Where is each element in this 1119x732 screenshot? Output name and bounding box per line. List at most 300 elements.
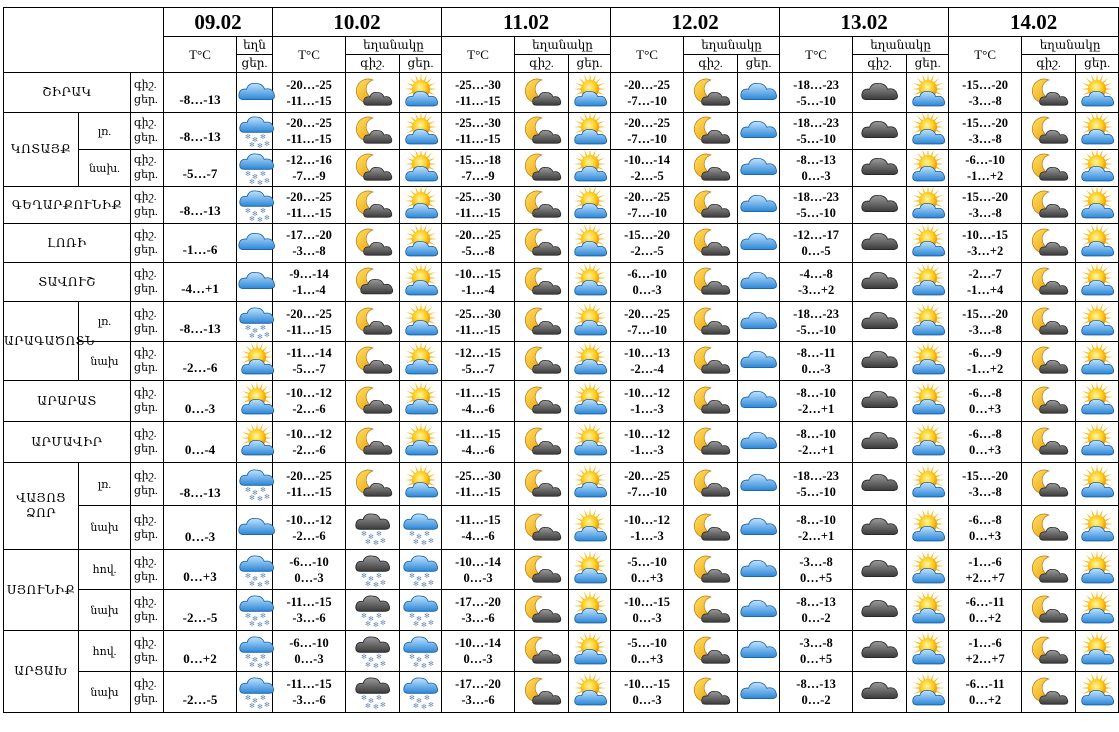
svg-text:✻: ✻	[415, 697, 422, 705]
region-row	[4, 463, 1119, 506]
moon-cloud-icon	[684, 422, 738, 463]
svg-text:✻: ✻	[423, 694, 430, 702]
cloud-blue-icon	[738, 422, 780, 463]
snow-icon	[237, 550, 273, 590]
svg-text:✻: ✻	[367, 656, 374, 664]
svg-text:✻: ✻	[375, 529, 382, 538]
svg-text:✻: ✻	[427, 619, 434, 627]
date-header: 12.02	[611, 8, 780, 37]
sun-cloud-icon	[1076, 150, 1119, 187]
weather-header: եղանակը	[1022, 37, 1119, 55]
moon-cloud-icon	[1022, 150, 1076, 187]
svg-text:✻: ✻	[245, 207, 251, 215]
temp-cell: -10…-15 0…-3	[611, 590, 684, 631]
temp-cell: -10…-13 -2…-4	[611, 342, 684, 381]
subregion-label: լռ.	[79, 463, 131, 506]
temp-cell: -8…-13	[164, 113, 237, 150]
subregion-label: նախ	[79, 506, 131, 550]
sun-cloud-icon	[907, 590, 949, 631]
temp-cell: -8…-13	[164, 187, 237, 224]
moon-cloud-icon	[515, 590, 569, 631]
svg-text:✻: ✻	[423, 529, 430, 538]
region-row	[4, 224, 1119, 263]
sun-cloud-icon	[907, 263, 949, 302]
svg-text:✻: ✻	[412, 702, 419, 710]
temp-cell: -10…-12 -1…-3	[611, 506, 684, 550]
cloud-blue-icon	[738, 506, 780, 550]
cloud-dark-icon	[853, 73, 907, 113]
svg-text:✻: ✻	[372, 538, 379, 547]
svg-text:✻: ✻	[260, 571, 266, 580]
subregion-label: լռ.	[79, 302, 131, 342]
sun-cloud-icon	[907, 187, 949, 224]
region-name: ԳԵՂԱՐՔՈՒՆԻՔ	[4, 187, 131, 224]
sun-cloud-icon	[569, 342, 611, 381]
svg-text:✻: ✻	[257, 142, 263, 150]
svg-text:✻: ✻	[252, 615, 258, 623]
region-row	[4, 422, 1119, 463]
temp-cell: -20…-25 -11…-15	[273, 113, 346, 150]
svg-text:✻: ✻	[364, 537, 371, 546]
temp-cell: -8…-13	[164, 73, 237, 113]
svg-text:✻: ✻	[372, 662, 379, 670]
sun-cloud-icon	[1076, 342, 1119, 381]
svg-text:✻: ✻	[367, 615, 374, 623]
svg-text:✻: ✻	[264, 493, 270, 501]
snow-icon	[237, 150, 273, 187]
cloud-dark-icon	[853, 590, 907, 631]
cloud-blue-icon	[738, 263, 780, 302]
sun-cloud-icon	[1076, 73, 1119, 113]
svg-text:✻: ✻	[427, 578, 434, 587]
temp-cell: -8…-13 0…-2	[780, 590, 853, 631]
subregion-label: նախ.	[79, 150, 131, 187]
snow-icon	[237, 590, 273, 631]
moon-cloud-icon	[684, 342, 738, 381]
temp-cell: -1…-6 +2…+7	[949, 631, 1022, 672]
cloud-blue-icon	[738, 224, 780, 263]
sun-cloud-icon	[569, 631, 611, 672]
moon-cloud-icon	[1022, 187, 1076, 224]
forecast-table	[3, 7, 1119, 713]
temp-cell: -10…-15 -3…+2	[949, 224, 1022, 263]
svg-text:✻: ✻	[257, 662, 263, 670]
subregion-label: նախ	[79, 590, 131, 631]
svg-text:✻: ✻	[257, 179, 263, 187]
temp-cell: -10…-12 -1…-3	[611, 381, 684, 422]
sun-cloud-icon	[907, 550, 949, 590]
cloud-blue-icon	[738, 672, 780, 713]
svg-text:✻: ✻	[364, 620, 371, 628]
temp-cell: -12…-15 -5…-7	[442, 342, 515, 381]
svg-text:✻: ✻	[367, 697, 374, 705]
subregion-label: հով.	[79, 631, 131, 672]
moon-cloud-icon	[684, 302, 738, 342]
temp-cell: -11…-15 -3…-6	[273, 590, 346, 631]
region-name: ԿՈՏԱՅՔ	[4, 113, 79, 187]
temp-header: T°C	[273, 37, 346, 73]
sun-cloud-icon	[569, 506, 611, 550]
svg-text:✻: ✻	[257, 580, 263, 589]
cloud-blue-icon	[237, 263, 273, 302]
svg-text:✻: ✻	[367, 532, 374, 541]
moon-cloud-icon	[1022, 506, 1076, 550]
period-label: գիշ. ցեր.	[131, 506, 164, 550]
svg-text:✻: ✻	[415, 656, 422, 664]
temp-cell: -6…-10 0…-3	[273, 550, 346, 590]
moon-cloud-icon	[1022, 263, 1076, 302]
temp-cell: -10…-14 0…-3	[442, 631, 515, 672]
temp-cell: -2…-6	[164, 342, 237, 381]
region-row	[4, 150, 1119, 187]
moon-cloud-icon	[346, 150, 400, 187]
svg-text:✻: ✻	[252, 326, 258, 335]
region-name: ՎԱՅՈՑ ՁՈՐ	[4, 463, 79, 550]
temp-cell: -6…-11 0…+2	[949, 590, 1022, 631]
day-header: ցեր.	[1076, 55, 1119, 73]
day-header: ցեր.	[738, 55, 780, 73]
svg-text:✻: ✻	[412, 661, 419, 669]
subregion-label: նախ	[79, 342, 131, 381]
svg-text:✻: ✻	[427, 660, 434, 668]
temp-cell: -2…-5	[164, 672, 237, 713]
sun-cloud-icon	[907, 342, 949, 381]
svg-text:✻: ✻	[379, 536, 386, 545]
sun-cloud-icon	[400, 422, 442, 463]
snow-icon	[237, 631, 273, 672]
weather-header: եղն	[237, 37, 273, 55]
svg-text:✻: ✻	[260, 653, 266, 661]
svg-text:✻: ✻	[252, 574, 258, 583]
temp-cell: -18…-23 -5…-10	[780, 73, 853, 113]
temp-cell: -10…-14 -2…-5	[611, 150, 684, 187]
moon-cloud-icon	[684, 381, 738, 422]
temp-cell: -6…-8 0…+3	[949, 422, 1022, 463]
sun-cloud-icon	[1076, 631, 1119, 672]
cloud-blue-icon	[738, 463, 780, 506]
svg-text:✻: ✻	[249, 579, 255, 588]
date-header: 09.02	[164, 8, 273, 37]
svg-text:✻: ✻	[245, 486, 251, 494]
weather-header: եղանակը	[853, 37, 949, 55]
svg-text:✻: ✻	[245, 653, 251, 661]
temp-cell: -10…-14 0…-3	[442, 550, 515, 590]
svg-text:✻: ✻	[420, 580, 427, 589]
moon-cloud-icon	[684, 550, 738, 590]
temp-header: T°C	[780, 37, 853, 73]
temp-cell: -8…-11 0…-3	[780, 342, 853, 381]
day-header: ցեր.	[569, 55, 611, 73]
temp-cell: -12…-17 0…-5	[780, 224, 853, 263]
moon-cloud-icon	[1022, 463, 1076, 506]
sun-cloud-icon	[569, 113, 611, 150]
svg-text:✻: ✻	[249, 331, 255, 340]
temp-cell: -15…-18 -7…-9	[442, 150, 515, 187]
sun-cloud-icon	[1076, 224, 1119, 263]
svg-text:✻: ✻	[249, 494, 255, 502]
region-row	[4, 73, 1119, 113]
snow-icon	[237, 302, 273, 342]
sun-cloud-icon	[907, 381, 949, 422]
moon-dark-icon	[346, 263, 400, 302]
sun-cloud-icon	[569, 422, 611, 463]
weather-header: եղանակը	[684, 37, 780, 55]
sun-cloud-icon	[237, 381, 273, 422]
temp-cell: -5…-10 0…+3	[611, 631, 684, 672]
date-header: 14.02	[949, 8, 1119, 37]
sun-cloud-icon	[1076, 187, 1119, 224]
subregion-label: լռ.	[79, 113, 131, 150]
svg-text:✻: ✻	[420, 662, 427, 670]
moon-cloud-icon	[515, 422, 569, 463]
temp-cell: -25…-30 -11…-15	[442, 187, 515, 224]
svg-text:✻: ✻	[375, 571, 382, 580]
moon-cloud-icon	[684, 113, 738, 150]
svg-text:✻: ✻	[415, 615, 422, 623]
moon-cloud-icon	[515, 150, 569, 187]
period-label: գիշ. ցեր.	[131, 302, 164, 342]
snow-icon	[400, 506, 442, 550]
sun-cloud-icon	[400, 150, 442, 187]
svg-text:✻: ✻	[260, 133, 266, 141]
snow-icon	[237, 463, 273, 506]
region-row	[4, 187, 1119, 224]
snow-icon	[400, 590, 442, 631]
moon-cloud-icon	[684, 150, 738, 187]
sun-cloud-icon	[907, 422, 949, 463]
temp-cell: -8…-10 -2…+1	[780, 506, 853, 550]
sun-cloud-icon	[400, 263, 442, 302]
svg-text:✻: ✻	[249, 141, 255, 149]
period-label: գիշ. ցեր.	[131, 590, 164, 631]
temp-cell: -25…-30 -11…-15	[442, 302, 515, 342]
region-row	[4, 302, 1119, 342]
svg-text:✻: ✻	[264, 701, 270, 709]
cloud-dark-icon	[853, 381, 907, 422]
temp-cell: -8…-10 -2…+1	[780, 422, 853, 463]
sun-cloud-icon	[400, 113, 442, 150]
moon-cloud-icon	[515, 187, 569, 224]
moon-cloud-icon	[1022, 672, 1076, 713]
region-name: ԱՐՑԱԽ	[4, 631, 79, 713]
sun-cloud-icon	[1076, 590, 1119, 631]
cloud-blue-icon	[237, 73, 273, 113]
svg-text:✻: ✻	[379, 578, 386, 587]
temp-cell: -10…-12 -2…-6	[273, 422, 346, 463]
svg-text:✻: ✻	[252, 489, 258, 497]
moon-cloud-icon	[346, 113, 400, 150]
svg-text:✻: ✻	[252, 173, 258, 181]
temp-cell: -20…-25 -7…-10	[611, 463, 684, 506]
temp-header: T°C	[949, 37, 1022, 73]
region-row	[4, 590, 1119, 631]
svg-text:✻: ✻	[245, 323, 251, 332]
svg-text:✻: ✻	[423, 571, 430, 580]
cloud-blue-icon	[738, 631, 780, 672]
temp-cell: -25…-30 -11…-15	[442, 463, 515, 506]
sun-cloud-icon	[400, 73, 442, 113]
temp-cell: -25…-30 -11…-15	[442, 113, 515, 150]
subregion-label: հով.	[79, 550, 131, 590]
moon-cloud-icon	[515, 73, 569, 113]
temp-header: T°C	[164, 37, 237, 73]
svg-text:✻: ✻	[364, 702, 371, 710]
cloud-blue-icon	[738, 342, 780, 381]
svg-text:✻: ✻	[264, 140, 270, 148]
temp-cell: 0…-4	[164, 422, 237, 463]
svg-text:✻: ✻	[249, 178, 255, 186]
temp-cell: -4…-8 -3…+2	[780, 263, 853, 302]
svg-text:✻: ✻	[257, 621, 263, 629]
cloud-dark-icon	[853, 463, 907, 506]
day-header: ցեր.	[907, 55, 949, 73]
moon-cloud-icon	[346, 73, 400, 113]
moon-cloud-icon	[515, 263, 569, 302]
period-label: գիշ. ցեր.	[131, 550, 164, 590]
temp-cell: -10…-12 -1…-3	[611, 422, 684, 463]
sun-cloud-icon	[400, 381, 442, 422]
svg-text:✻: ✻	[420, 538, 427, 547]
svg-text:✻: ✻	[420, 703, 427, 711]
sun-cloud-icon	[907, 631, 949, 672]
sun-cloud-icon	[1076, 672, 1119, 713]
temp-cell: -8…-13 0…-2	[780, 672, 853, 713]
moon-cloud-icon	[1022, 113, 1076, 150]
region-row	[4, 631, 1119, 672]
sun-cloud-icon	[1076, 422, 1119, 463]
night-header: գիշ.	[853, 55, 907, 73]
night-header: գիշ.	[515, 55, 569, 73]
cloud-dark-icon	[853, 263, 907, 302]
moon-cloud-icon	[684, 506, 738, 550]
date-header: 11.02	[442, 8, 611, 37]
temp-cell: 0…+3	[164, 550, 237, 590]
sun-cloud-icon	[569, 150, 611, 187]
sun-cloud-icon	[907, 113, 949, 150]
temp-cell: -20…-25 -7…-10	[611, 113, 684, 150]
svg-text:✻: ✻	[372, 621, 379, 629]
period-label: գիշ. ցեր.	[131, 631, 164, 672]
moon-cloud-icon	[515, 631, 569, 672]
svg-text:✻: ✻	[408, 571, 415, 580]
moon-cloud-icon	[684, 263, 738, 302]
temp-cell: -15…-20 -2…-5	[611, 224, 684, 263]
sun-cloud-icon	[907, 672, 949, 713]
svg-text:✻: ✻	[249, 661, 255, 669]
temp-cell: -8…-13	[164, 302, 237, 342]
svg-text:✻: ✻	[375, 653, 382, 661]
svg-text:✻: ✻	[427, 536, 434, 545]
region-row	[4, 263, 1119, 302]
sun-cloud-icon	[1076, 506, 1119, 550]
svg-text:✻: ✻	[252, 697, 258, 705]
svg-text:✻: ✻	[257, 216, 263, 224]
region-name: ԼՈՌԻ	[4, 224, 131, 263]
temp-cell: -15…-20 -3…-8	[949, 73, 1022, 113]
svg-text:✻: ✻	[412, 537, 419, 546]
moon-cloud-icon	[515, 506, 569, 550]
moon-cloud-icon	[515, 672, 569, 713]
snow-dark-icon	[346, 550, 400, 590]
temp-cell: -15…-20 -3…-8	[949, 302, 1022, 342]
cloud-blue-icon	[738, 302, 780, 342]
temp-cell: -11…-14 -5…-7	[273, 342, 346, 381]
svg-text:✻: ✻	[260, 486, 266, 494]
region-name: ՍՅՈՒՆԻՔ	[4, 550, 79, 631]
period-label: գիշ. ցեր.	[131, 113, 164, 150]
region-name: ՏԱՎՈՒՇ	[4, 263, 131, 302]
temp-cell: -17…-20 -3…-6	[442, 590, 515, 631]
temp-cell: -17…-20 -3…-8	[273, 224, 346, 263]
svg-text:✻: ✻	[249, 620, 255, 628]
temp-cell: -10…-12 -2…-6	[273, 381, 346, 422]
weather-header: եղանակը	[346, 37, 442, 55]
region-name: ԱՐԱԳԱԾՈՏՆ	[4, 302, 79, 381]
temp-cell: -6…-9 -1…+2	[949, 342, 1022, 381]
period-label: գիշ. ցեր.	[131, 150, 164, 187]
temp-cell: -6…-8 0…+3	[949, 381, 1022, 422]
temp-cell: -20…-25 -11…-15	[273, 187, 346, 224]
moon-cloud-icon	[1022, 422, 1076, 463]
region-row	[4, 113, 1119, 150]
night-header: գիշ.	[1022, 55, 1076, 73]
temp-cell: -6…-10 -1…+2	[949, 150, 1022, 187]
date-header: 10.02	[273, 8, 442, 37]
sun-cloud-icon	[569, 73, 611, 113]
svg-text:✻: ✻	[249, 702, 255, 710]
svg-text:✻: ✻	[412, 620, 419, 628]
period-label: գիշ. ցեր.	[131, 224, 164, 263]
region-name: ԱՐՄԱՎԻՐ	[4, 422, 131, 463]
sun-cloud-icon	[569, 224, 611, 263]
cloud-blue-icon	[738, 590, 780, 631]
sun-cloud-icon	[400, 463, 442, 506]
moon-cloud-icon	[1022, 342, 1076, 381]
temp-cell: 0…-3	[164, 506, 237, 550]
temp-cell: 0…-3	[164, 381, 237, 422]
temp-cell: -15…-20 -3…-8	[949, 463, 1022, 506]
moon-cloud-icon	[1022, 631, 1076, 672]
sun-cloud-icon	[907, 506, 949, 550]
temp-cell: -20…-25 -7…-10	[611, 187, 684, 224]
temp-cell: -4…+1	[164, 263, 237, 302]
moon-cloud-icon	[684, 631, 738, 672]
svg-text:✻: ✻	[423, 612, 430, 620]
temp-cell: -18…-23 -5…-10	[780, 302, 853, 342]
sun-cloud-icon	[569, 672, 611, 713]
cloud-blue-icon	[738, 381, 780, 422]
cloud-blue-icon	[738, 73, 780, 113]
temp-cell: -11…-15 -3…-6	[273, 672, 346, 713]
region-row	[4, 381, 1119, 422]
snow-icon	[237, 113, 273, 150]
temp-cell: -5…-7	[164, 150, 237, 187]
svg-text:✻: ✻	[245, 694, 251, 702]
svg-text:✻: ✻	[252, 136, 258, 144]
svg-text:✻: ✻	[412, 579, 419, 588]
sun-cloud-icon	[569, 263, 611, 302]
region-name: ՇԻՐԱԿ	[4, 73, 131, 113]
corner-cell	[4, 8, 164, 73]
sun-cloud-icon	[569, 550, 611, 590]
svg-text:✻: ✻	[408, 653, 415, 661]
cloud-dark-icon	[853, 150, 907, 187]
svg-text:✻: ✻	[360, 529, 367, 538]
svg-text:✻: ✻	[264, 578, 270, 587]
moon-cloud-icon	[684, 73, 738, 113]
day-header: ցեր.	[400, 55, 442, 73]
moon-cloud-icon	[684, 590, 738, 631]
